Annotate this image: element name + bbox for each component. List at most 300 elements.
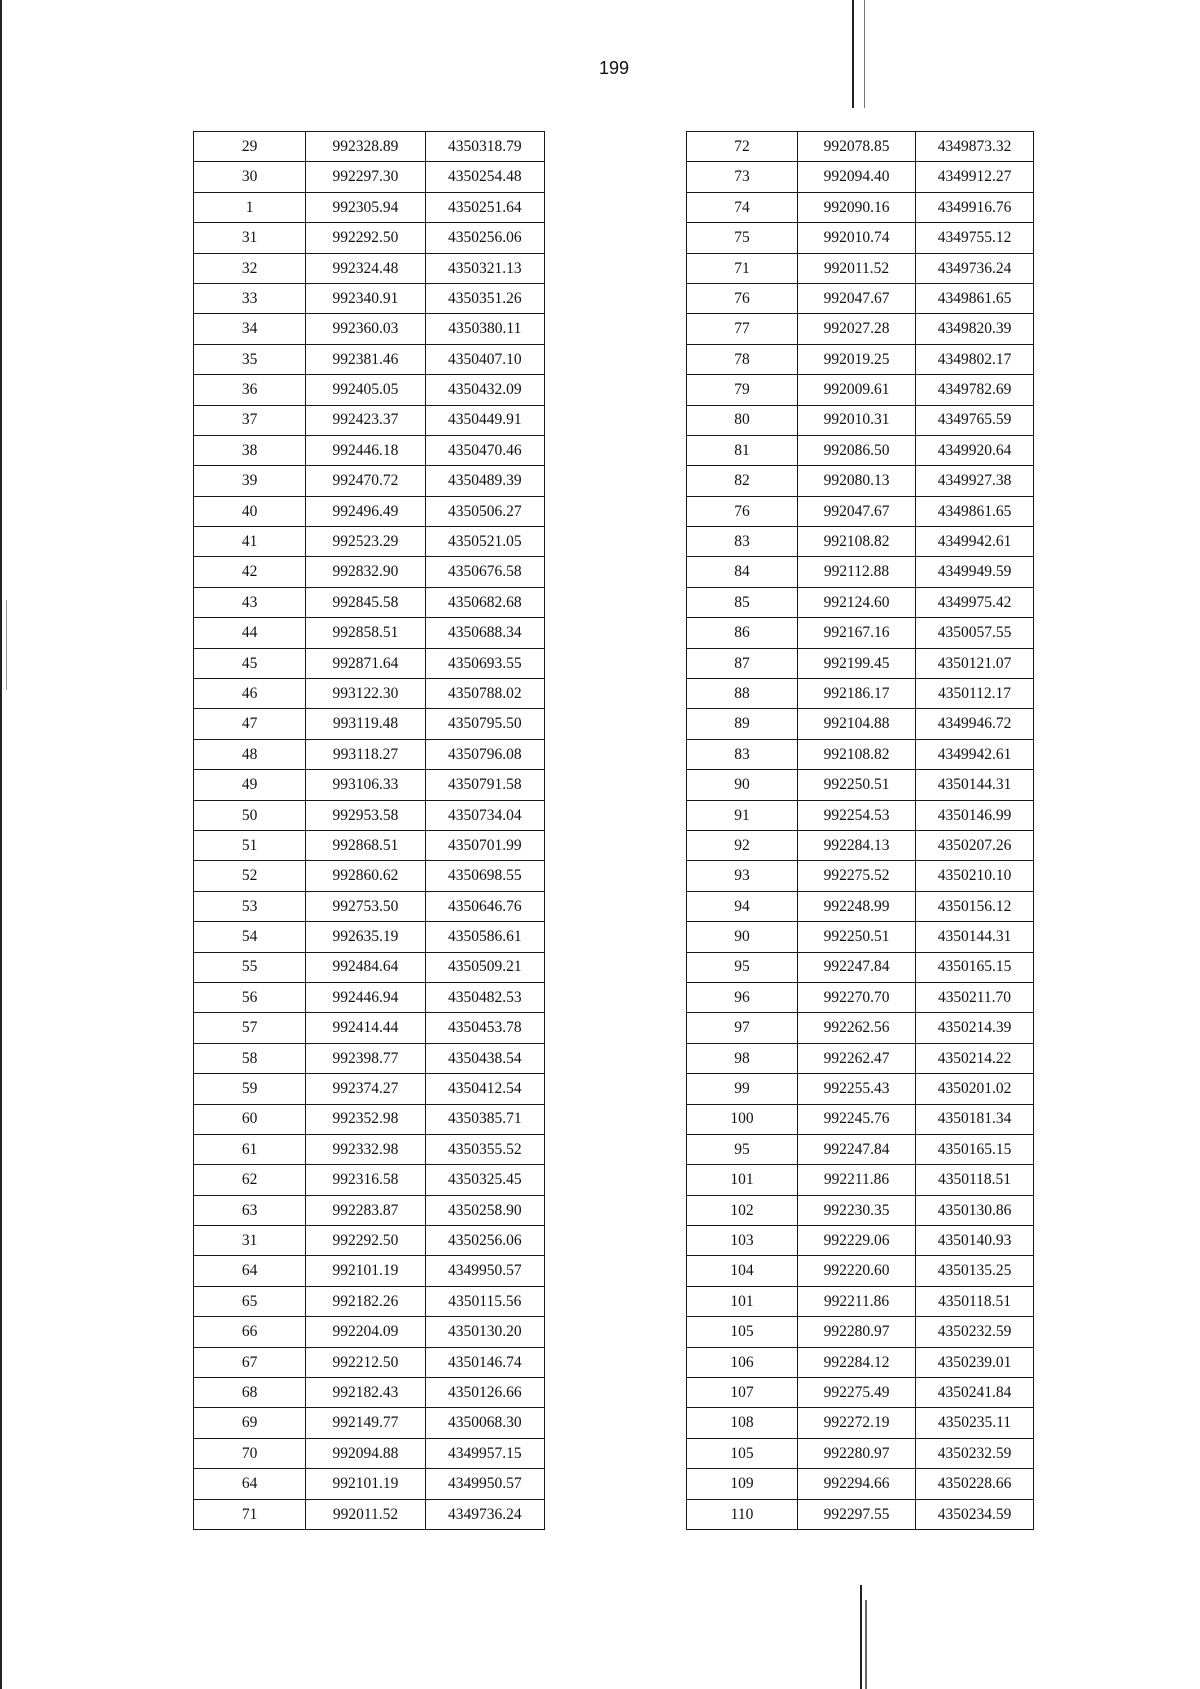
- x-coordinate-cell: 992101.19: [306, 1469, 425, 1499]
- point-id-cell: 80: [687, 405, 798, 435]
- table-row: [687, 253, 1034, 283]
- point-id-cell: 96: [687, 982, 798, 1012]
- point-id-cell: 50: [194, 800, 306, 830]
- table-row: [687, 770, 1034, 800]
- x-coordinate-cell: 992294.66: [798, 1469, 916, 1499]
- x-coordinate-cell: 992104.88: [798, 709, 916, 739]
- x-coordinate-cell: 992211.86: [798, 1165, 916, 1195]
- y-coordinate-cell: 4350788.02: [425, 679, 544, 709]
- point-id-cell: 103: [687, 1226, 798, 1256]
- table-row: [194, 1104, 545, 1134]
- x-coordinate-cell: 992374.27: [306, 1074, 425, 1104]
- table-row: [194, 1286, 545, 1316]
- x-coordinate-cell: 992229.06: [798, 1226, 916, 1256]
- x-coordinate-cell: 992009.61: [798, 375, 916, 405]
- point-id-cell: 100: [687, 1104, 798, 1134]
- table-row: [687, 618, 1034, 648]
- point-id-cell: 109: [687, 1469, 798, 1499]
- point-id-cell: 45: [194, 648, 306, 678]
- point-id-cell: 73: [687, 162, 798, 192]
- y-coordinate-cell: 4349950.57: [425, 1469, 544, 1499]
- table-row: [194, 739, 545, 769]
- x-coordinate-cell: 992860.62: [306, 861, 425, 891]
- point-id-cell: 46: [194, 679, 306, 709]
- x-coordinate-cell: 992832.90: [306, 557, 425, 587]
- point-id-cell: 52: [194, 861, 306, 891]
- table-row: [687, 344, 1034, 374]
- point-id-cell: 38: [194, 435, 306, 465]
- table-row: [687, 435, 1034, 465]
- scan-edge-bottom-right-b: [865, 1600, 867, 1689]
- y-coordinate-cell: 4350210.10: [916, 861, 1034, 891]
- y-coordinate-cell: 4350165.15: [916, 952, 1034, 982]
- scan-edge-left: [0, 0, 2, 1689]
- table-row: [687, 466, 1034, 496]
- x-coordinate-cell: 992845.58: [306, 587, 425, 617]
- y-coordinate-cell: 4350698.55: [425, 861, 544, 891]
- point-id-cell: 86: [687, 618, 798, 648]
- point-id-cell: 83: [687, 739, 798, 769]
- table-row: [687, 1286, 1034, 1316]
- point-id-cell: 54: [194, 922, 306, 952]
- x-coordinate-cell: 992078.85: [798, 132, 916, 162]
- point-id-cell: 94: [687, 891, 798, 921]
- table-row: [194, 1043, 545, 1073]
- y-coordinate-cell: 4349957.15: [425, 1438, 544, 1468]
- table-row: [194, 253, 545, 283]
- table-row: [194, 1134, 545, 1164]
- x-coordinate-cell: 992484.64: [306, 952, 425, 982]
- x-coordinate-cell: 992292.50: [306, 223, 425, 253]
- y-coordinate-cell: 4350256.06: [425, 1226, 544, 1256]
- y-coordinate-cell: 4349873.32: [916, 132, 1034, 162]
- point-id-cell: 33: [194, 283, 306, 313]
- y-coordinate-cell: 4350130.86: [916, 1195, 1034, 1225]
- coordinates-table-right-body: [687, 132, 1034, 1530]
- table-row: [687, 648, 1034, 678]
- table-row: [194, 1195, 545, 1225]
- y-coordinate-cell: 4350676.58: [425, 557, 544, 587]
- y-coordinate-cell: 4350126.66: [425, 1378, 544, 1408]
- x-coordinate-cell: 992094.88: [306, 1438, 425, 1468]
- y-coordinate-cell: 4350586.61: [425, 922, 544, 952]
- point-id-cell: 82: [687, 466, 798, 496]
- y-coordinate-cell: 4350432.09: [425, 375, 544, 405]
- point-id-cell: 70: [194, 1438, 306, 1468]
- y-coordinate-cell: 4350355.52: [425, 1134, 544, 1164]
- table-row: [194, 922, 545, 952]
- point-id-cell: 34: [194, 314, 306, 344]
- y-coordinate-cell: 4350385.71: [425, 1104, 544, 1134]
- x-coordinate-cell: 992230.35: [798, 1195, 916, 1225]
- point-id-cell: 47: [194, 709, 306, 739]
- x-coordinate-cell: 992423.37: [306, 405, 425, 435]
- x-coordinate-cell: 992090.16: [798, 192, 916, 222]
- y-coordinate-cell: 4349927.38: [916, 466, 1034, 496]
- point-id-cell: 104: [687, 1256, 798, 1286]
- x-coordinate-cell: 992220.60: [798, 1256, 916, 1286]
- point-id-cell: 67: [194, 1347, 306, 1377]
- table-row: [687, 1043, 1034, 1073]
- y-coordinate-cell: 4350256.06: [425, 223, 544, 253]
- x-coordinate-cell: 993118.27: [306, 739, 425, 769]
- y-coordinate-cell: 4350068.30: [425, 1408, 544, 1438]
- x-coordinate-cell: 992753.50: [306, 891, 425, 921]
- y-coordinate-cell: 4349942.61: [916, 739, 1034, 769]
- point-id-cell: 39: [194, 466, 306, 496]
- table-row: [194, 223, 545, 253]
- point-id-cell: 1: [194, 192, 306, 222]
- point-id-cell: 29: [194, 132, 306, 162]
- y-coordinate-cell: 4349950.57: [425, 1256, 544, 1286]
- table-row: [194, 557, 545, 587]
- table-row: [194, 1408, 545, 1438]
- table-row: [687, 1013, 1034, 1043]
- y-coordinate-cell: 4350380.11: [425, 314, 544, 344]
- x-coordinate-cell: 992284.12: [798, 1347, 916, 1377]
- x-coordinate-cell: 992247.84: [798, 1134, 916, 1164]
- x-coordinate-cell: 992352.98: [306, 1104, 425, 1134]
- x-coordinate-cell: 992340.91: [306, 283, 425, 313]
- x-coordinate-cell: 992523.29: [306, 527, 425, 557]
- y-coordinate-cell: 4350407.10: [425, 344, 544, 374]
- x-coordinate-cell: 992011.52: [798, 253, 916, 283]
- x-coordinate-cell: 992414.44: [306, 1013, 425, 1043]
- table-row: [194, 314, 545, 344]
- x-coordinate-cell: 992094.40: [798, 162, 916, 192]
- y-coordinate-cell: 4350135.25: [916, 1256, 1034, 1286]
- point-id-cell: 42: [194, 557, 306, 587]
- point-id-cell: 53: [194, 891, 306, 921]
- table-row: [194, 1165, 545, 1195]
- y-coordinate-cell: 4350482.53: [425, 982, 544, 1012]
- table-row: [194, 587, 545, 617]
- y-coordinate-cell: 4350181.34: [916, 1104, 1034, 1134]
- table-row: [194, 1256, 545, 1286]
- table-row: [687, 830, 1034, 860]
- point-id-cell: 72: [687, 132, 798, 162]
- table-row: [194, 891, 545, 921]
- y-coordinate-cell: 4350701.99: [425, 830, 544, 860]
- table-row: [687, 557, 1034, 587]
- point-id-cell: 105: [687, 1317, 798, 1347]
- x-coordinate-cell: 992280.97: [798, 1438, 916, 1468]
- point-id-cell: 63: [194, 1195, 306, 1225]
- point-id-cell: 87: [687, 648, 798, 678]
- x-coordinate-cell: 992182.26: [306, 1286, 425, 1316]
- point-id-cell: 60: [194, 1104, 306, 1134]
- x-coordinate-cell: 992316.58: [306, 1165, 425, 1195]
- table-row: [194, 800, 545, 830]
- x-coordinate-cell: 992292.50: [306, 1226, 425, 1256]
- x-coordinate-cell: 992324.48: [306, 253, 425, 283]
- y-coordinate-cell: 4350796.08: [425, 739, 544, 769]
- table-row: [194, 618, 545, 648]
- table-row: [194, 1013, 545, 1043]
- y-coordinate-cell: 4350506.27: [425, 496, 544, 526]
- table-row: [687, 314, 1034, 344]
- table-row: [687, 1256, 1034, 1286]
- y-coordinate-cell: 4350232.59: [916, 1438, 1034, 1468]
- point-id-cell: 31: [194, 223, 306, 253]
- point-id-cell: 90: [687, 922, 798, 952]
- x-coordinate-cell: 992186.17: [798, 679, 916, 709]
- x-coordinate-cell: 992149.77: [306, 1408, 425, 1438]
- x-coordinate-cell: 992275.49: [798, 1378, 916, 1408]
- point-id-cell: 56: [194, 982, 306, 1012]
- table-row: [194, 830, 545, 860]
- x-coordinate-cell: 992212.50: [306, 1347, 425, 1377]
- point-id-cell: 90: [687, 770, 798, 800]
- table-row: [687, 223, 1034, 253]
- table-row: [194, 952, 545, 982]
- y-coordinate-cell: 4349975.42: [916, 587, 1034, 617]
- table-row: [687, 587, 1034, 617]
- scan-edge-top-right-b: [864, 0, 865, 108]
- point-id-cell: 59: [194, 1074, 306, 1104]
- x-coordinate-cell: 992272.19: [798, 1408, 916, 1438]
- point-id-cell: 69: [194, 1408, 306, 1438]
- table-row: [194, 192, 545, 222]
- x-coordinate-cell: 992250.51: [798, 922, 916, 952]
- y-coordinate-cell: 4350254.48: [425, 162, 544, 192]
- point-id-cell: 77: [687, 314, 798, 344]
- y-coordinate-cell: 4350144.31: [916, 770, 1034, 800]
- table-row: [687, 739, 1034, 769]
- point-id-cell: 93: [687, 861, 798, 891]
- table-row: [194, 496, 545, 526]
- table-row: [687, 1226, 1034, 1256]
- point-id-cell: 110: [687, 1499, 798, 1529]
- y-coordinate-cell: 4350325.45: [425, 1165, 544, 1195]
- y-coordinate-cell: 4350228.66: [916, 1469, 1034, 1499]
- point-id-cell: 106: [687, 1347, 798, 1377]
- x-coordinate-cell: 993119.48: [306, 709, 425, 739]
- x-coordinate-cell: 992470.72: [306, 466, 425, 496]
- table-row: [194, 861, 545, 891]
- y-coordinate-cell: 4350791.58: [425, 770, 544, 800]
- x-coordinate-cell: 992284.13: [798, 830, 916, 860]
- table-row: [687, 1438, 1034, 1468]
- y-coordinate-cell: 4350235.11: [916, 1408, 1034, 1438]
- table-row: [687, 861, 1034, 891]
- page-number: 199: [598, 58, 630, 78]
- x-coordinate-cell: 992101.19: [306, 1256, 425, 1286]
- x-coordinate-cell: 992297.30: [306, 162, 425, 192]
- table-row: [194, 1499, 545, 1529]
- table-row: [687, 1074, 1034, 1104]
- x-coordinate-cell: 992182.43: [306, 1378, 425, 1408]
- point-id-cell: 71: [687, 253, 798, 283]
- point-id-cell: 99: [687, 1074, 798, 1104]
- table-row: [194, 375, 545, 405]
- x-coordinate-cell: 992124.60: [798, 587, 916, 617]
- point-id-cell: 107: [687, 1378, 798, 1408]
- point-id-cell: 74: [687, 192, 798, 222]
- point-id-cell: 81: [687, 435, 798, 465]
- x-coordinate-cell: 992398.77: [306, 1043, 425, 1073]
- table-row: [687, 922, 1034, 952]
- x-coordinate-cell: 992280.97: [798, 1317, 916, 1347]
- point-id-cell: 85: [687, 587, 798, 617]
- y-coordinate-cell: 4349820.39: [916, 314, 1034, 344]
- point-id-cell: 105: [687, 1438, 798, 1468]
- point-id-cell: 44: [194, 618, 306, 648]
- x-coordinate-cell: 992010.31: [798, 405, 916, 435]
- x-coordinate-cell: 992496.49: [306, 496, 425, 526]
- x-coordinate-cell: 992199.45: [798, 648, 916, 678]
- y-coordinate-cell: 4349942.61: [916, 527, 1034, 557]
- table-row: [194, 648, 545, 678]
- point-id-cell: 58: [194, 1043, 306, 1073]
- x-coordinate-cell: 992080.13: [798, 466, 916, 496]
- table-row: [194, 1469, 545, 1499]
- y-coordinate-cell: 4350239.01: [916, 1347, 1034, 1377]
- y-coordinate-cell: 4350453.78: [425, 1013, 544, 1043]
- x-coordinate-cell: 992019.25: [798, 344, 916, 374]
- table-row: [687, 1195, 1034, 1225]
- y-coordinate-cell: 4349782.69: [916, 375, 1034, 405]
- point-id-cell: 76: [687, 496, 798, 526]
- x-coordinate-cell: 992248.99: [798, 891, 916, 921]
- table-row: [194, 527, 545, 557]
- point-id-cell: 79: [687, 375, 798, 405]
- y-coordinate-cell: 4350251.64: [425, 192, 544, 222]
- x-coordinate-cell: 992297.55: [798, 1499, 916, 1529]
- x-coordinate-cell: 992027.28: [798, 314, 916, 344]
- x-coordinate-cell: 992245.76: [798, 1104, 916, 1134]
- y-coordinate-cell: 4350509.21: [425, 952, 544, 982]
- x-coordinate-cell: 992211.86: [798, 1286, 916, 1316]
- table-row: [687, 1408, 1034, 1438]
- point-id-cell: 51: [194, 830, 306, 860]
- table-row: [194, 709, 545, 739]
- y-coordinate-cell: 4350115.56: [425, 1286, 544, 1316]
- y-coordinate-cell: 4350321.13: [425, 253, 544, 283]
- y-coordinate-cell: 4350211.70: [916, 982, 1034, 1012]
- y-coordinate-cell: 4349765.59: [916, 405, 1034, 435]
- y-coordinate-cell: 4350795.50: [425, 709, 544, 739]
- table-row: [687, 496, 1034, 526]
- y-coordinate-cell: 4350057.55: [916, 618, 1034, 648]
- y-coordinate-cell: 4350140.93: [916, 1226, 1034, 1256]
- point-id-cell: 83: [687, 527, 798, 557]
- x-coordinate-cell: 992255.43: [798, 1074, 916, 1104]
- table-row: [194, 466, 545, 496]
- y-coordinate-cell: 4350214.22: [916, 1043, 1034, 1073]
- point-id-cell: 102: [687, 1195, 798, 1225]
- point-id-cell: 98: [687, 1043, 798, 1073]
- x-coordinate-cell: 992250.51: [798, 770, 916, 800]
- x-coordinate-cell: 992108.82: [798, 527, 916, 557]
- y-coordinate-cell: 4350241.84: [916, 1378, 1034, 1408]
- y-coordinate-cell: 4349912.27: [916, 162, 1034, 192]
- y-coordinate-cell: 4350521.05: [425, 527, 544, 557]
- table-row: [687, 1469, 1034, 1499]
- point-id-cell: 61: [194, 1134, 306, 1164]
- point-id-cell: 37: [194, 405, 306, 435]
- y-coordinate-cell: 4350207.26: [916, 830, 1034, 860]
- y-coordinate-cell: 4349861.65: [916, 283, 1034, 313]
- point-id-cell: 48: [194, 739, 306, 769]
- x-coordinate-cell: 992305.94: [306, 192, 425, 222]
- scan-edge-bottom-right-a: [860, 1585, 862, 1689]
- point-id-cell: 68: [194, 1378, 306, 1408]
- y-coordinate-cell: 4349920.64: [916, 435, 1034, 465]
- y-coordinate-cell: 4350121.07: [916, 648, 1034, 678]
- table-row: [194, 1226, 545, 1256]
- y-coordinate-cell: 4350156.12: [916, 891, 1034, 921]
- point-id-cell: 66: [194, 1317, 306, 1347]
- y-coordinate-cell: 4350412.54: [425, 1074, 544, 1104]
- y-coordinate-cell: 4350470.46: [425, 435, 544, 465]
- point-id-cell: 30: [194, 162, 306, 192]
- y-coordinate-cell: 4350165.15: [916, 1134, 1034, 1164]
- table-row: [687, 1165, 1034, 1195]
- y-coordinate-cell: 4349949.59: [916, 557, 1034, 587]
- x-coordinate-cell: 992204.09: [306, 1317, 425, 1347]
- x-coordinate-cell: 992635.19: [306, 922, 425, 952]
- table-row: [687, 1134, 1034, 1164]
- y-coordinate-cell: 4350351.26: [425, 283, 544, 313]
- x-coordinate-cell: 993106.33: [306, 770, 425, 800]
- point-id-cell: 40: [194, 496, 306, 526]
- table-row: [687, 800, 1034, 830]
- y-coordinate-cell: 4350318.79: [425, 132, 544, 162]
- x-coordinate-cell: 992047.67: [798, 283, 916, 313]
- point-id-cell: 65: [194, 1286, 306, 1316]
- y-coordinate-cell: 4350146.99: [916, 800, 1034, 830]
- y-coordinate-cell: 4350201.02: [916, 1074, 1034, 1104]
- point-id-cell: 95: [687, 1134, 798, 1164]
- point-id-cell: 55: [194, 952, 306, 982]
- point-id-cell: 71: [194, 1499, 306, 1529]
- table-row: [687, 375, 1034, 405]
- table-row: [687, 982, 1034, 1012]
- table-row: [687, 192, 1034, 222]
- y-coordinate-cell: 4350449.91: [425, 405, 544, 435]
- x-coordinate-cell: 992381.46: [306, 344, 425, 374]
- table-row: [194, 1438, 545, 1468]
- table-row: [194, 1317, 545, 1347]
- y-coordinate-cell: 4349946.72: [916, 709, 1034, 739]
- x-coordinate-cell: 992283.87: [306, 1195, 425, 1225]
- point-id-cell: 64: [194, 1469, 306, 1499]
- y-coordinate-cell: 4350438.54: [425, 1043, 544, 1073]
- coordinates-table-left-body: [194, 132, 545, 1530]
- point-id-cell: 101: [687, 1165, 798, 1195]
- y-coordinate-cell: 4350258.90: [425, 1195, 544, 1225]
- table-row: [194, 1378, 545, 1408]
- table-row: [194, 770, 545, 800]
- x-coordinate-cell: 992868.51: [306, 830, 425, 860]
- y-coordinate-cell: 4350682.68: [425, 587, 544, 617]
- x-coordinate-cell: 992086.50: [798, 435, 916, 465]
- x-coordinate-cell: 992047.67: [798, 496, 916, 526]
- scan-edge-side-left: [6, 600, 7, 690]
- y-coordinate-cell: 4349736.24: [425, 1499, 544, 1529]
- table-row: [194, 1074, 545, 1104]
- x-coordinate-cell: 992405.05: [306, 375, 425, 405]
- point-id-cell: 36: [194, 375, 306, 405]
- y-coordinate-cell: 4349755.12: [916, 223, 1034, 253]
- table-row: [687, 132, 1034, 162]
- x-coordinate-cell: 992247.84: [798, 952, 916, 982]
- table-row: [687, 952, 1034, 982]
- y-coordinate-cell: 4350688.34: [425, 618, 544, 648]
- scan-edge-top-right-a: [852, 0, 854, 108]
- table-row: [687, 1378, 1034, 1408]
